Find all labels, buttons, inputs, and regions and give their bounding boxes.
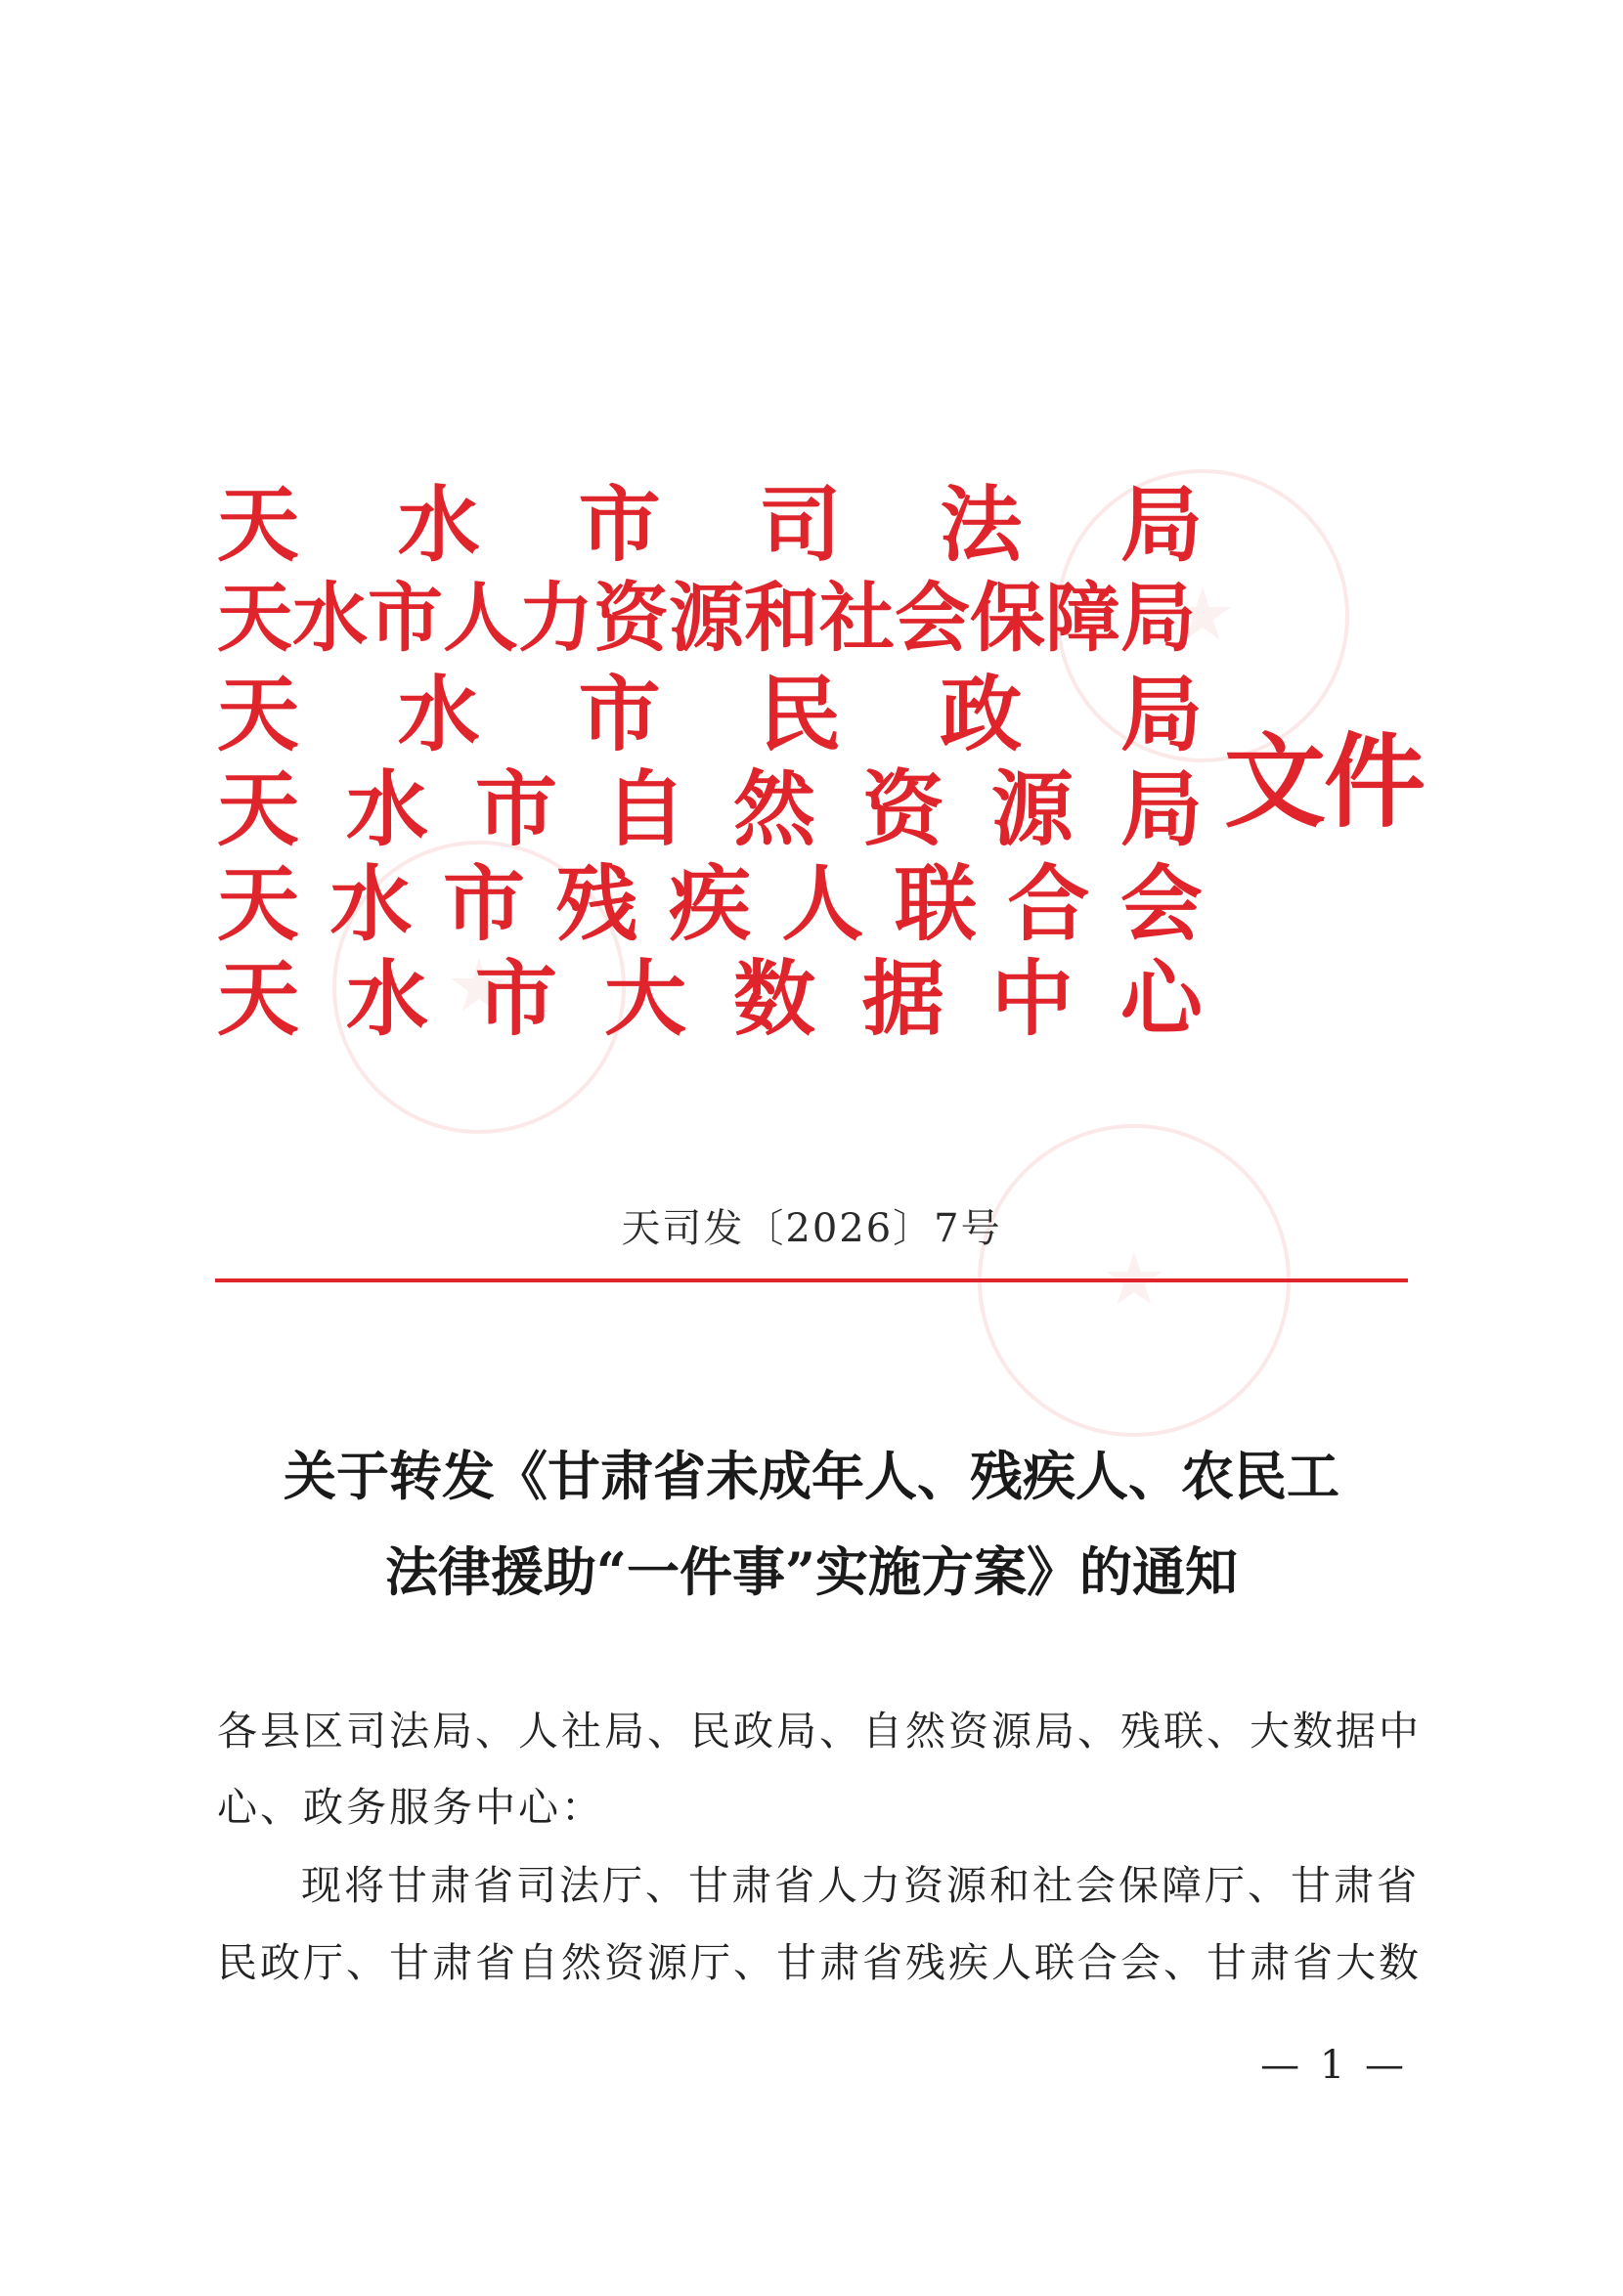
document-number: 天司发〔2026〕7号 [621, 1206, 1002, 1251]
agency-line-big-data-center: 天 水 市 大 数 据 中 心 [217, 950, 1203, 1047]
document-title-line-2: 法律援助“一件事”实施方案》的通知 [384, 1540, 1239, 1603]
agency-line-hrss: 天水市人力资源和社会保障局 [217, 575, 1196, 663]
agency-line-disabled-federation: 天 水 市 残 疾 人 联 合 会 [217, 855, 1203, 952]
agency-line-civil-affairs: 天 水 市 民 政 局 [217, 666, 1203, 762]
page-number: — 1 — [1260, 2043, 1408, 2088]
red-divider [215, 1278, 1408, 1282]
document-suffix: 文件 [1224, 721, 1425, 842]
document-title-line-1: 关于转发《甘肃省未成年人、残疾人、农民工 [284, 1445, 1339, 1507]
body-line-2: 心、政务服务中心： [217, 1784, 604, 1831]
body-line-3: 现将甘肃省司法厅、甘肃省人力资源和社会保障厅、甘肃省 [301, 1862, 1420, 1909]
body-line-4: 民政厅、甘肃省自然资源厅、甘肃省残疾人联合会、甘肃省大数 [217, 1939, 1422, 1986]
issuing-agencies [217, 477, 1205, 1046]
body-line-1: 各县区司法局、人社局、民政局、自然资源局、残联、大数据中 [217, 1708, 1422, 1754]
agency-line-judicial: 天 水 市 司 法 局 [217, 476, 1203, 573]
agency-line-natural-resources: 天 水 市 自 然 资 源 局 [217, 760, 1203, 857]
